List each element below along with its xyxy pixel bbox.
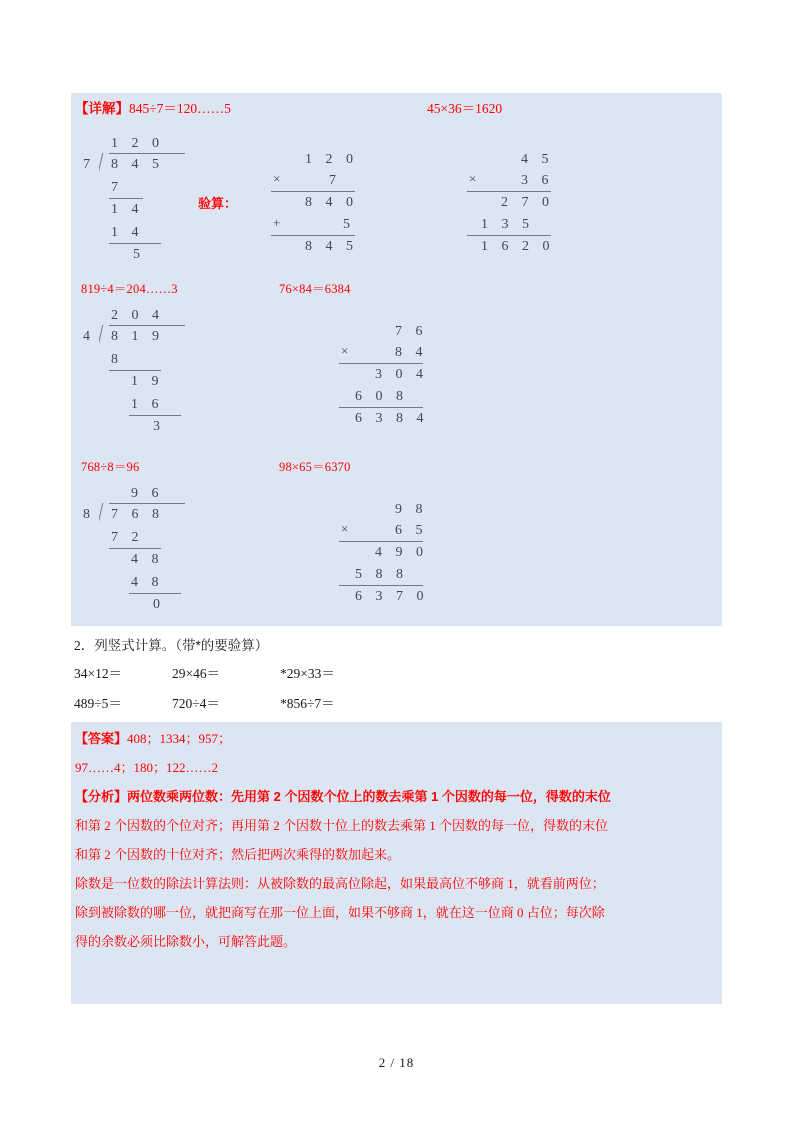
division-step-3: 1 4 (111, 225, 144, 240)
analysis-line-3: 和第 2 个因数的十位对齐；然后把两次乘得的数加起来。 (75, 847, 401, 862)
division-step-1: 7 2 (111, 530, 144, 545)
analysis-tag-label: 【分析】 (75, 789, 128, 804)
multiply-operator: × (273, 171, 281, 186)
row2-right-equation: 76×84＝6384 (279, 282, 351, 296)
analysis-line-5: 除到被除数的哪一位，就把商写在那一位上面，如果不够商 1，就在这一位商 0 占位；每次除 (75, 905, 605, 920)
division-step-3: 1 6 (131, 397, 164, 412)
division-step-2: 4 8 (131, 552, 164, 567)
multiply-operator: × (469, 171, 477, 186)
problem-item-2: 29×46＝ (172, 666, 221, 681)
long-division-768-8 (75, 483, 255, 623)
division-divisor: 4 (83, 329, 95, 344)
multiplication-partial-1: 3 0 4 (375, 367, 428, 382)
problem-number: 2． (74, 638, 95, 653)
multiplication-total: 6 3 7 0 (355, 589, 429, 604)
multiplication-partial-2: 1 3 5 (481, 217, 534, 232)
analysis-line-4: 除数是一位数的除法计算法则：从被除数的最高位除起，如果最高位不够商 1，就看前两位； (75, 876, 605, 891)
multiplication-multiplier: 8 4 (395, 345, 428, 360)
division-bracket-icon (99, 503, 108, 525)
division-step-1: 8 (111, 352, 123, 367)
add-operator: + (273, 215, 281, 230)
multiplication-multiplicand: 7 6 (395, 324, 428, 339)
division-remainder: 0 (153, 597, 165, 612)
division-remainder: 3 (153, 419, 165, 434)
multiplication-multiplier: 3 6 (521, 173, 554, 188)
multiplication-multiplicand: 4 5 (521, 152, 554, 167)
verification-multiplication-120-7 (267, 133, 427, 273)
problem-item-1: 34×12＝ (74, 666, 123, 681)
verification-label: 验算： (198, 196, 238, 211)
division-remainder: 5 (133, 247, 145, 262)
analysis-text-1: 两位数乘两位数：先用第 2 个因数个位上的数去乘第 1 个因数的每一位，得数的末位 (127, 789, 611, 804)
row3-right-equation: 98×65＝6370 (279, 460, 351, 474)
division-dividend: 8 1 9 (111, 329, 164, 344)
division-step-2: 1 4 (111, 202, 144, 217)
analysis-line-2: 和第 2 个因数的个位对齐；再用第 2 个因数十位上的数去乘第 1 个因数的每一位，得数的末位 (75, 818, 609, 833)
detail-header-left-equation: 845÷7＝120……5 (129, 101, 231, 116)
answer-values-row-1: 408；1334；957； (127, 731, 232, 746)
answer-tag-label: 【答案】 (75, 731, 128, 746)
multiplication-multiplicand: 1 2 0 (305, 152, 358, 167)
detail-header-right-equation: 45×36＝1620 (427, 101, 503, 116)
detail-header-left (75, 101, 231, 117)
division-divisor: 7 (83, 157, 95, 172)
multiplication-total: 1 6 2 0 (481, 239, 555, 254)
problem-item-5: 720÷4＝ (172, 696, 220, 711)
multiplication-partial-1: 4 9 0 (375, 545, 428, 560)
division-step-1: 7 (111, 180, 123, 195)
multiply-operator: × (341, 343, 349, 358)
division-dividend: 7 6 8 (111, 507, 164, 522)
page-footer (0, 1055, 793, 1071)
division-step-3: 4 8 (131, 575, 164, 590)
problem-title-line (74, 637, 268, 654)
division-quotient: 1 2 0 (111, 136, 164, 151)
row3-left-equation: 768÷8＝96 (81, 460, 140, 474)
problem-item-3: *29×33＝ (280, 666, 335, 681)
problem-item-6: *856÷7＝ (280, 696, 335, 711)
answer-analysis-block (71, 722, 722, 1004)
multiplication-product: 8 4 0 (305, 195, 358, 210)
multiplication-45-36 (423, 133, 603, 273)
division-quotient: 2 0 4 (111, 308, 164, 323)
multiplication-76-84 (283, 305, 483, 445)
division-bracket-icon (99, 325, 108, 347)
detailed-solution-block (71, 93, 722, 626)
division-step-2: 1 9 (131, 374, 164, 389)
multiplication-multiplicand: 9 8 (395, 502, 428, 517)
multiplication-partial-2: 5 8 8 (355, 567, 408, 582)
division-quotient: 9 6 (131, 486, 164, 501)
multiplication-total: 6 3 8 4 (355, 411, 429, 426)
division-bracket-icon (99, 153, 108, 175)
multiplication-98-65 (283, 483, 483, 623)
multiplication-partial-2: 6 0 8 (355, 389, 408, 404)
addition-sum: 8 4 5 (305, 239, 358, 254)
analysis-line-6: 得的余数必须比除数小，可解答此题。 (75, 934, 297, 949)
analysis-line-1 (75, 789, 611, 805)
row2-left-equation: 819÷4＝204……3 (81, 282, 178, 296)
division-divisor: 8 (83, 507, 95, 522)
multiplication-multiplier: 6 5 (395, 523, 428, 538)
long-division-819-4 (75, 305, 255, 445)
multiply-operator: × (341, 521, 349, 536)
answer-values-row-2: 97……4；180；122……2 (75, 760, 219, 775)
problem-title: 列竖式计算。（带*的要验算） (94, 638, 269, 653)
problem-item-4: 489÷5＝ (74, 696, 122, 711)
detail-tag-label: 【详解】 (75, 101, 129, 116)
answer-values-line-1 (75, 731, 231, 747)
addition-addend: 5 (343, 217, 355, 232)
division-dividend: 8 4 5 (111, 157, 164, 172)
multiplication-partial-1: 2 7 0 (501, 195, 554, 210)
page-indicator: 2 / 18 (378, 1055, 415, 1070)
multiplication-multiplier: 7 (329, 173, 341, 188)
